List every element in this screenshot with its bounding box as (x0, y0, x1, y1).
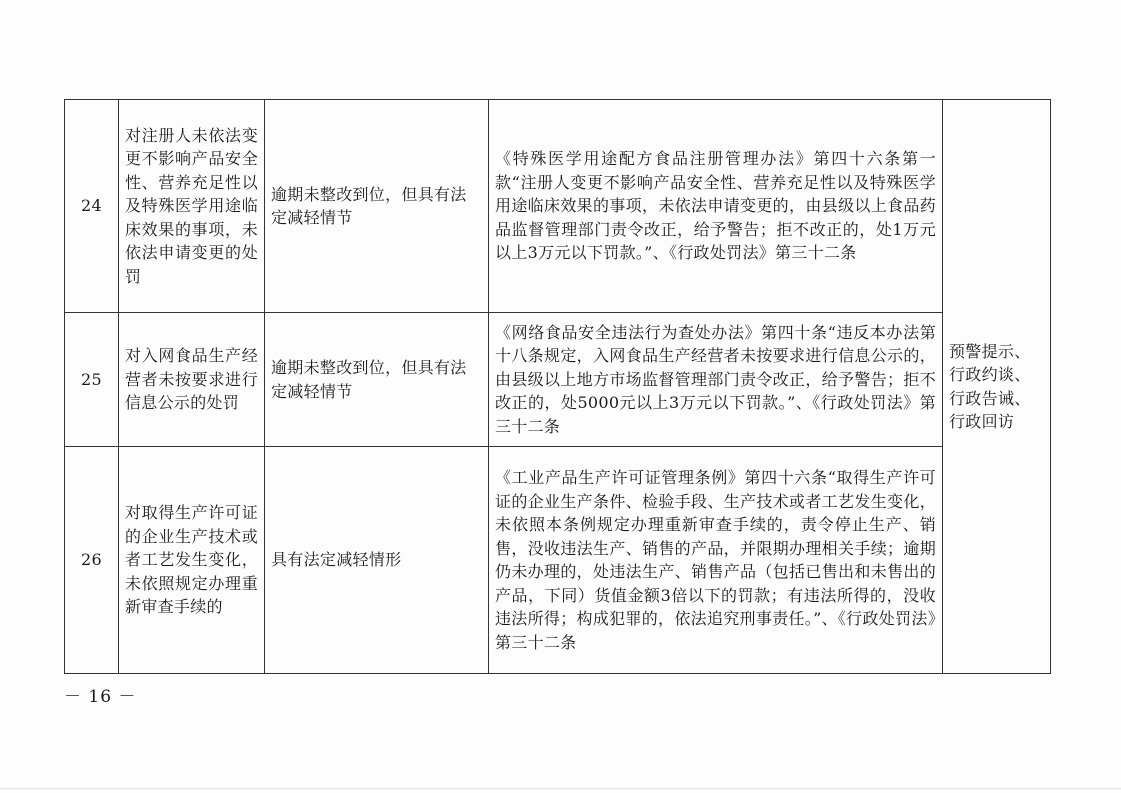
circumstance: 具有法定减轻情形 (265, 447, 489, 674)
penalty-table (64, 99, 1051, 674)
row-number: 26 (65, 447, 119, 674)
page-edge-divider (0, 788, 1121, 789)
legal-basis: 《网络食品安全违法行为查处办法》第四十条“违反本办法第十八条规定，入网食品生产经营者未按要求进行信息公示的，由县级以上地方市场监督管理部门责令改正，给予警告；拒不改正的，处5000元以上3万元以下罚款。”、《行政处罚法》第三十二条 (489, 313, 943, 447)
row-number: 25 (65, 313, 119, 447)
page-number: － 16 － (64, 687, 137, 707)
table-row (65, 447, 1051, 674)
table-row (65, 100, 1051, 313)
violation-item: 对取得生产许可证的企业生产技术或者工艺发生变化，未依照规定办理重新审查手续的 (119, 447, 265, 674)
circumstance: 逾期未整改到位，但具有法定减轻情节 (265, 313, 489, 447)
row-number: 24 (65, 100, 119, 313)
circumstance: 逾期未整改到位，但具有法定减轻情节 (265, 100, 489, 313)
measures-cell: 预警提示、行政约谈、行政告诫、行政回访 (943, 100, 1051, 674)
violation-item: 对注册人未依法变更不影响产品安全性、营养充足性以及特殊医学用途临床效果的事项，未依法申请变更的处罚 (119, 100, 265, 313)
table-row (65, 313, 1051, 447)
violation-item: 对入网食品生产经营者未按要求进行信息公示的处罚 (119, 313, 265, 447)
legal-basis: 《特殊医学用途配方食品注册管理办法》第四十六条第一款“注册人变更不影响产品安全性、营养充足性以及特殊医学用途临床效果的事项，未依法申请变更的，由县级以上食品药品监督管理部门责令改正，给予警告；拒不改正的，处1万元以上3万元以下罚款。”、《行政处罚法》第三十二条 (489, 100, 943, 313)
legal-basis: 《工业产品生产许可证管理条例》第四十六条“取得生产许可证的企业生产条件、检验手段、生产技术或者工艺发生变化，未依照本条例规定办理重新审查手续的，责令停止生产、销售，没收违法生产、销售的产品，并限期办理相关手续；逾期仍未办理的，处违法生产、销售产品（包括已售出和未售出的产品，下同）货值金额3倍以下的罚款；有违法所得的，没收违法所得；构成犯罪的，依法追究刑事责任。”、《行政处罚法》第三十二条 (489, 447, 943, 674)
